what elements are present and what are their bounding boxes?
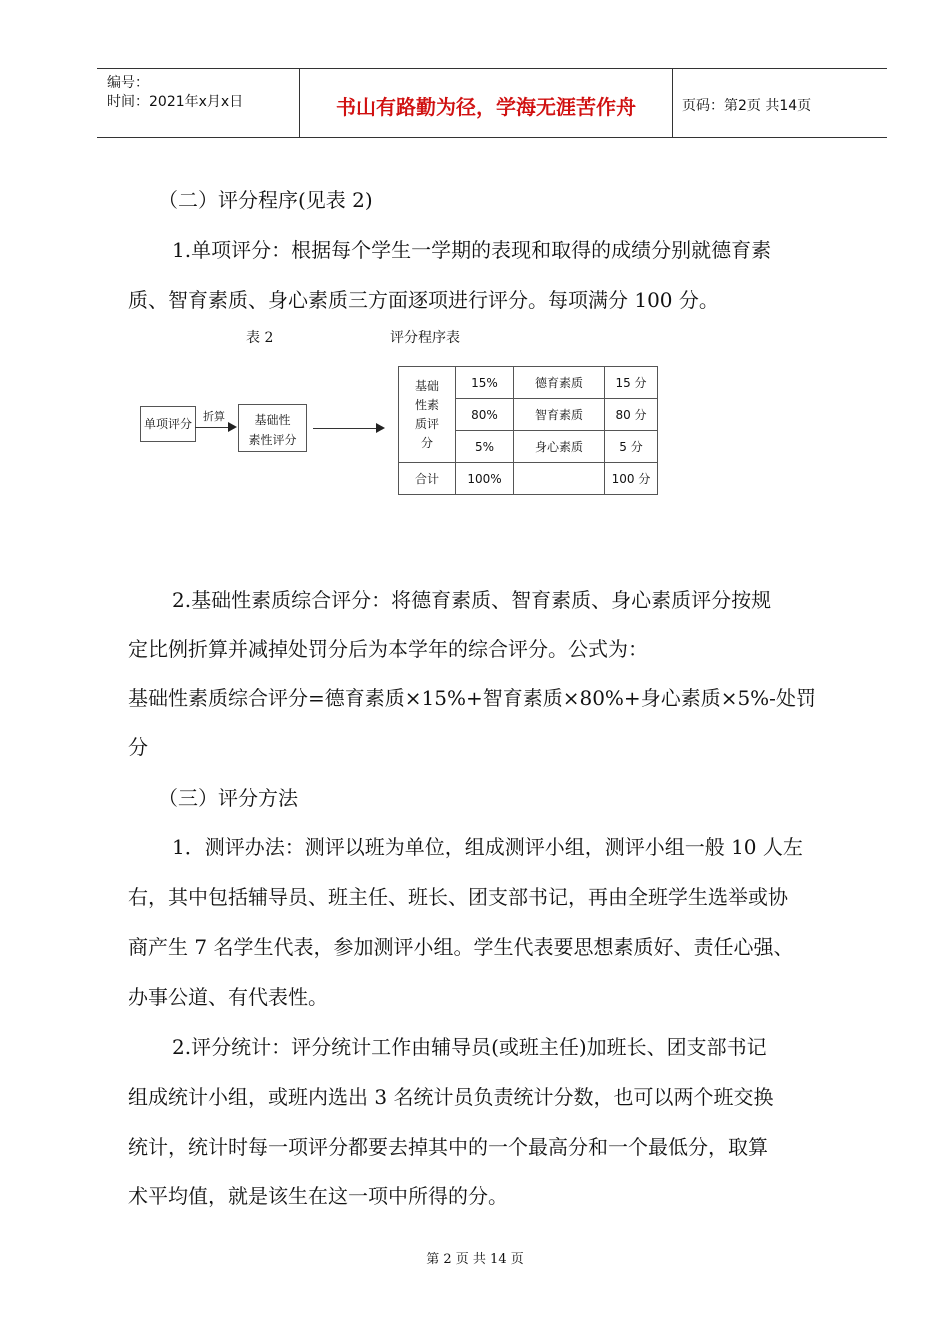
paragraph-line: 1.单项评分：根据每个学生一学期的表现和取得的成绩分别就德育素 bbox=[172, 238, 772, 262]
item-cell: 德育素质 bbox=[514, 367, 605, 399]
group-label-cell bbox=[399, 367, 456, 463]
paragraph-line: 质、智育素质、身心素质三方面逐项进行评分。每项满分 100 分。 bbox=[128, 288, 719, 312]
paragraph-line: 定比例折算并减掉处罚分后为本学年的综合评分。公式为： bbox=[128, 637, 648, 661]
pct-cell: 5% bbox=[456, 431, 514, 463]
paragraph-line: 右，其中包括辅导员、班主任、班长、团支部书记，再由全班学生选举或协 bbox=[128, 885, 788, 909]
page-footer: 第 2 页 共 14 页 bbox=[426, 1252, 524, 1267]
basic-quality-box bbox=[238, 404, 307, 452]
total-label-cell: 合计 bbox=[399, 463, 456, 495]
formula-line: 分 bbox=[128, 735, 148, 759]
paragraph-line: 2.基础性素质综合评分：将德育素质、智育素质、身心素质评分按规 bbox=[172, 588, 772, 612]
group-label-line: 分 bbox=[420, 435, 433, 450]
arrow-head-icon bbox=[376, 423, 385, 433]
formula-line: 基础性素质综合评分=德育素质×15%+智育素质×80%+身心素质×5%-处罚 bbox=[128, 686, 816, 710]
total-pct-cell: 100% bbox=[456, 463, 514, 495]
section-heading-2: （二）评分程序(见表 2) bbox=[158, 188, 373, 212]
table-row-total bbox=[399, 463, 658, 495]
paragraph-line: 统计，统计时每一项评分都要去掉其中的一个最高分和一个最低分，取算 bbox=[128, 1135, 768, 1159]
box-label-line: 素性评分 bbox=[248, 433, 297, 447]
paragraph-line: 办事公道、有代表性。 bbox=[128, 985, 328, 1009]
arrow-head-icon bbox=[228, 422, 237, 432]
paragraph-line: 2.评分统计：评分统计工作由辅导员(或班主任)加班长、团支部书记 bbox=[172, 1035, 767, 1059]
single-score-box: 单项评分 bbox=[140, 406, 196, 442]
arrow-line bbox=[313, 428, 376, 429]
group-label-line: 质评 bbox=[414, 416, 439, 431]
score-cell: 80 分 bbox=[605, 399, 658, 431]
paragraph-line: 术平均值，就是该生在这一项中所得的分。 bbox=[128, 1184, 508, 1208]
score-cell: 5 分 bbox=[605, 431, 658, 463]
total-item-cell bbox=[514, 463, 605, 495]
arrow-label: 折算 bbox=[203, 410, 225, 423]
total-score-cell: 100 分 bbox=[605, 463, 658, 495]
pct-cell: 15% bbox=[456, 367, 514, 399]
header-page-label: 页码：第2页 共14页 bbox=[682, 98, 812, 114]
page-header bbox=[97, 68, 887, 138]
header-meta-cell bbox=[97, 69, 299, 137]
table-caption-number: 表 2 bbox=[246, 330, 274, 346]
table-caption-title: 评分程序表 bbox=[390, 330, 460, 346]
table-row bbox=[399, 367, 658, 399]
item-cell: 身心素质 bbox=[514, 431, 605, 463]
group-label-line: 性素 bbox=[414, 397, 439, 412]
score-cell: 15 分 bbox=[605, 367, 658, 399]
header-motto-cell bbox=[299, 69, 673, 137]
box-label-line: 基础性 bbox=[254, 413, 291, 427]
doc-code-label: 编号： bbox=[107, 75, 149, 91]
paragraph-line: 1．测评办法：测评以班为单位，组成测评小组，测评小组一般 10 人左 bbox=[172, 835, 803, 859]
paragraph-line: 组成统计小组，或班内选出 3 名统计员负责统计分数，也可以两个班交换 bbox=[128, 1085, 774, 1109]
arrow-line bbox=[195, 427, 228, 428]
doc-time-label: 时间：2021年x月x日 bbox=[107, 94, 244, 110]
item-cell: 智育素质 bbox=[514, 399, 605, 431]
header-page-cell bbox=[672, 69, 887, 137]
pct-cell: 80% bbox=[456, 399, 514, 431]
paragraph-line: 商产生 7 名学生代表，参加测评小组。学生代表要思想素质好、责任心强、 bbox=[128, 935, 794, 959]
header-motto: 书山有路勤为径，学海无涯苦作舟 bbox=[336, 95, 636, 119]
score-procedure-table bbox=[398, 366, 658, 495]
section-heading-3: （三）评分方法 bbox=[158, 786, 298, 810]
group-label-line: 基础 bbox=[414, 378, 439, 393]
